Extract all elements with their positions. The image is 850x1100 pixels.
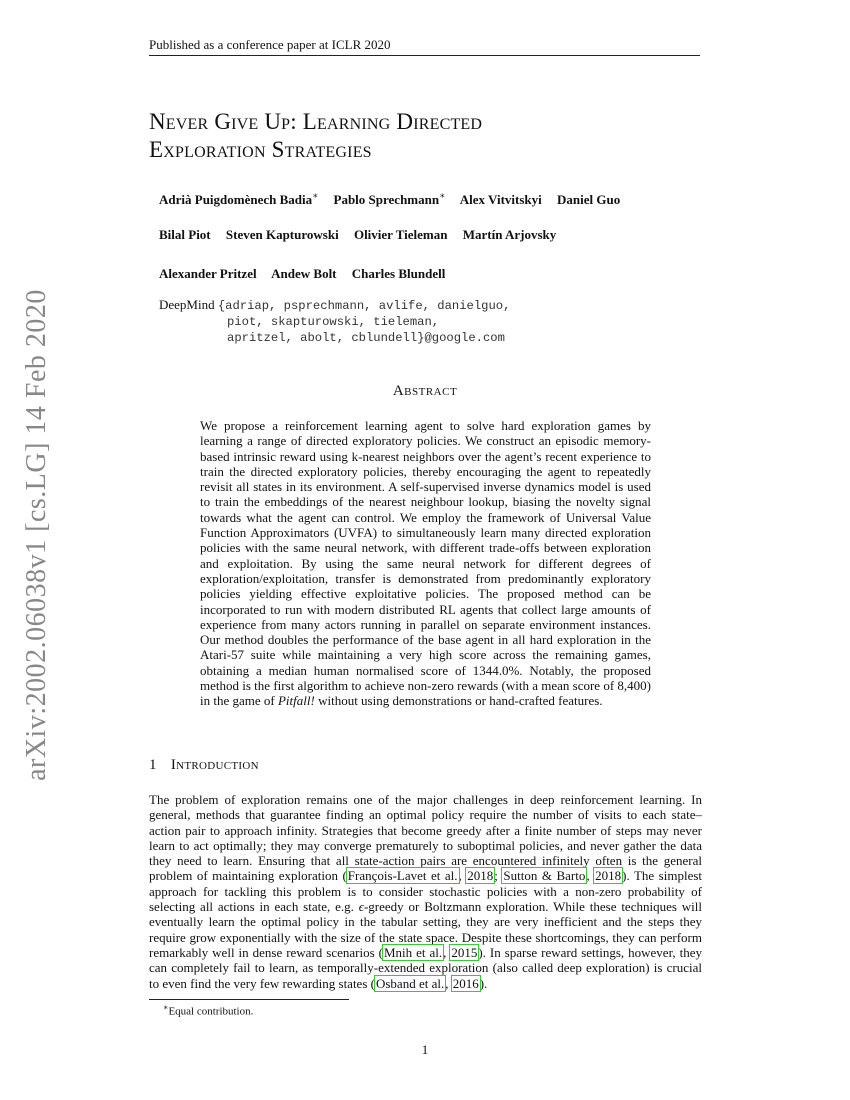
introduction-paragraph: The problem of exploration remains one of the major challenges in deep reinforcement learning. In general, methods that guarantee finding an optimal policy require the number of visits to each state–action pair to approach infinity. Strategies that become greedy after a finite number of steps may never learn to act optimally; they may converge prematurely to suboptimal policies, and never gather the data they need to learn. Ensuring that all state-action pairs are encountered infinitely often is the general problem of maintaining exploration (François-Lavet et al., 2018; Sutton & Barto, 2018). The simplest approach for tackling this problem is to consider stochastic policies with a non-zero probability of selecting all actions in each state, e.g. ϵ-greedy or Boltzmann exploration. While these techniques will eventually learn the optimal policy in the tabular setting, they are very inefficient and the steps they require grow exponentially with the size of the state space. Despite these shortcomings, they can perform remarkably well in dense reward scenarios (Mnih et al., 2015). In sparse reward settings, however, they can completely fail to learn, as temporally-extended exploration (also called deep exploration) is crucial to even find the very few rewarding states (Osband et al., 2016). [149,792,703,991]
author: Steven Kapturowski [225,227,339,242]
citation-year-link[interactable]: 2015 [451,944,478,960]
epsilon-symbol: ϵ [358,899,364,915]
section-title: Introduction [170,757,259,773]
author: Alex Vitvitskyi [459,192,542,208]
abstract-heading: Abstract [392,383,458,399]
affiliation-org: DeepMind [159,297,215,312]
running-header: Published as a conference paper at ICLR 2020 [149,37,700,56]
author: Andew Bolt [271,266,337,281]
footnote-divider [149,999,349,1000]
paper-title [149,108,709,164]
email-list-line-1: {adriap, psprechmann, avlife, danielguo, [217,299,511,313]
abstract-body: We propose a reinforcement learning agent to solve hard exploration games by learning a range of directed exploratory policies. We construct an episodic memory-based intrinsic reward using k-nearest neighbors over the agent’s recent experience to train the directed exploratory policies, thereby encouraging the agent to repeatedly revisit all states in its environment. A self-supervised inverse dynamics model is used to train the embeddings of the nearest neighbour lookup, biasing the novelty signal towards what the agent can control. We employ the framework of Universal Value Function Approximators (UVFA) to simultaneously learn many directed exploration policies with the same neural network, with different trade-offs between exploration and exploitation. By using the same neural network for different degrees of exploration/exploitation, transfer is demonstrated from predominantly exploratory policies yielding effective exploitative policies. The proposed method can be incorporated to run with modern distributed RL agents that collect large amounts of experience from many actors running in parallel on separate environment instances. Our method doubles the performance of the base agent in all hard exploration in the Atari-57 suite while maintaining a very high score across the remaining games, obtaining a median human normalised score of 1344.0%. Notably, the proposed method is the first algorithm to achieve non-zero rewards (with a mean score of 8,400) in the game of Pitfall! without using demonstrations or hand-crafted features. [200,418,651,709]
section-number: 1 [149,757,157,773]
title-line-2: Exploration Strategies [149,137,372,162]
footnote: ∗Equal contribution. [163,1003,254,1018]
author: Adrià Puigdomènech Badia∗ [159,191,319,208]
email-list-line-3: apritzel, abolt, cblundell}@google.com [227,331,505,345]
email-list-line-2: piot, skapturowski, tieleman, [227,315,440,329]
section-heading [149,757,259,774]
author: Alexander Pritzel [159,266,257,281]
author: Daniel Guo [557,192,621,208]
page-number: 1 [421,1042,429,1057]
author: Charles Blundell [351,266,446,281]
citation-year-link[interactable]: 2018 [467,868,494,884]
citation-year-link[interactable]: 2018 [595,868,622,884]
title-line-1: Never Give Up: Learning Directed [149,109,483,134]
author: Bilal Piot [159,227,211,242]
author-row-1 [159,188,632,208]
game-name: Pitfall! [277,693,315,709]
author: Pablo Sprechmann∗ [333,191,446,208]
arxiv-stamp: arXiv:2002.06038v1 [cs.LG] 14 Feb 2020 [21,289,52,781]
citation-link[interactable]: François-Lavet et al. [347,868,458,884]
citation-year-link[interactable]: 2016 [452,975,479,991]
citation-link[interactable]: Mnih et al. [383,944,443,960]
citation-link[interactable]: Osband et al. [375,975,445,991]
author-row-2 [159,227,568,243]
author: Olivier Tieleman [353,227,448,242]
citation-link[interactable]: Sutton & Barto [503,868,586,884]
author-row-3 [159,266,457,282]
author: Martín Arjovsky [462,227,557,242]
affiliation [159,297,510,346]
